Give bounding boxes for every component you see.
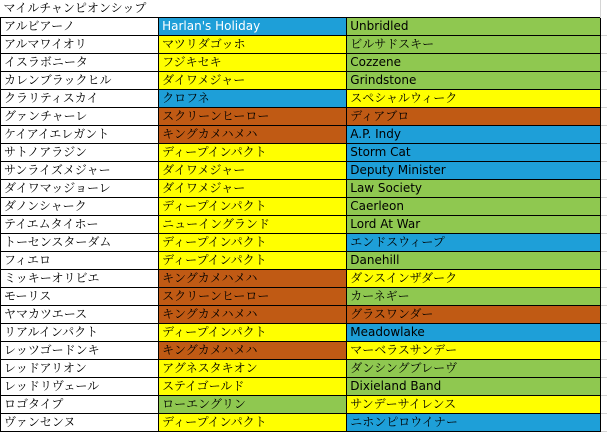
sire-cell[interactable]: クロフネ (159, 90, 347, 108)
sire-cell[interactable]: フジキセキ (159, 54, 347, 72)
title-row (1, 0, 607, 18)
horse-name-cell[interactable]: レッドリヴェール (1, 378, 159, 396)
horse-name-cell[interactable]: ケイアイエレガント (1, 126, 159, 144)
broodmare-sire-cell[interactable]: Deputy Minister (347, 162, 601, 180)
empty-cell[interactable] (601, 72, 607, 90)
empty-cell[interactable] (601, 378, 607, 396)
horse-name-cell[interactable]: イスラボニータ (1, 54, 159, 72)
table-row (1, 108, 607, 126)
sire-cell[interactable]: キングカメハメハ (159, 306, 347, 324)
broodmare-sire-cell[interactable]: Lord At War (347, 216, 601, 234)
table-row (1, 162, 607, 180)
sire-cell[interactable]: キングカメハメハ (159, 342, 347, 360)
broodmare-sire-cell[interactable]: カーネギー (347, 288, 601, 306)
table-row (1, 72, 607, 90)
sire-cell[interactable]: ダイワメジャー (159, 162, 347, 180)
broodmare-sire-cell[interactable]: Dixieland Band (347, 378, 601, 396)
horse-name-cell[interactable]: カレンブラックヒル (1, 72, 159, 90)
table-row (1, 90, 607, 108)
empty-cell[interactable] (601, 90, 607, 108)
table-row (1, 54, 607, 72)
sire-cell[interactable]: キングカメハメハ (159, 270, 347, 288)
empty-cell[interactable] (601, 396, 607, 414)
sire-cell[interactable]: ディープインパクト (159, 144, 347, 162)
sire-cell[interactable]: ダイワメジャー (159, 180, 347, 198)
horse-name-cell[interactable]: クラリティスカイ (1, 90, 159, 108)
horse-name-cell[interactable]: ヴァンセンヌ (1, 414, 159, 432)
horse-name-cell[interactable]: リアルインパクト (1, 324, 159, 342)
broodmare-sire-cell[interactable]: Meadowlake (347, 324, 601, 342)
horse-name-cell[interactable]: サンライズメジャー (1, 162, 159, 180)
empty-cell[interactable] (601, 54, 607, 72)
horse-name-cell[interactable]: テイエムタイホー (1, 216, 159, 234)
horse-name-cell[interactable]: ダイワマッジョーレ (1, 180, 159, 198)
sire-cell[interactable]: ニューイングランド (159, 216, 347, 234)
broodmare-sire-cell[interactable]: ダンスインザダーク (347, 270, 601, 288)
empty-cell[interactable] (601, 342, 607, 360)
sire-cell[interactable]: アグネスタキオン (159, 360, 347, 378)
table-row (1, 324, 607, 342)
table-row (1, 414, 607, 432)
table-body (1, 0, 607, 432)
empty-cell[interactable] (601, 162, 607, 180)
broodmare-sire-cell[interactable]: ニホンピロウイナー (347, 414, 601, 432)
horse-name-cell[interactable]: モーリス (1, 288, 159, 306)
broodmare-sire-cell[interactable]: ダンシングブレーヴ (347, 360, 601, 378)
empty-cell[interactable] (347, 0, 601, 18)
empty-cell[interactable] (601, 144, 607, 162)
table-row (1, 216, 607, 234)
empty-cell[interactable] (601, 0, 607, 18)
horse-name-cell[interactable]: ミッキーオリビエ (1, 270, 159, 288)
table-row (1, 306, 607, 324)
empty-cell[interactable] (159, 0, 347, 18)
broodmare-sire-cell[interactable]: Storm Cat (347, 144, 601, 162)
broodmare-sire-cell[interactable]: サンデーサイレンス (347, 396, 601, 414)
horse-name-cell[interactable]: ダノンシャーク (1, 198, 159, 216)
horse-name-cell[interactable]: ロゴタイプ (1, 396, 159, 414)
table-row (1, 360, 607, 378)
empty-cell[interactable] (601, 198, 607, 216)
broodmare-sire-cell[interactable]: マーベラスサンデー (347, 342, 601, 360)
horse-name-cell[interactable]: トーセンスターダム (1, 234, 159, 252)
broodmare-sire-cell[interactable]: Law Society (347, 180, 601, 198)
horse-name-cell[interactable]: グァンチャーレ (1, 108, 159, 126)
sire-cell[interactable]: ディープインパクト (159, 252, 347, 270)
horse-name-cell[interactable]: レッドアリオン (1, 360, 159, 378)
broodmare-sire-cell[interactable]: スペシャルウィーク (347, 90, 601, 108)
broodmare-sire-cell[interactable]: Unbridled (347, 18, 601, 36)
empty-cell[interactable] (601, 270, 607, 288)
horse-name-cell[interactable]: サトノアラジン (1, 144, 159, 162)
empty-cell[interactable] (601, 360, 607, 378)
table-row (1, 18, 607, 36)
table-row (1, 126, 607, 144)
empty-cell[interactable] (601, 306, 607, 324)
broodmare-sire-cell[interactable]: Cozzene (347, 54, 601, 72)
empty-cell[interactable] (601, 288, 607, 306)
broodmare-sire-cell[interactable]: Grindstone (347, 72, 601, 90)
empty-cell[interactable] (601, 36, 607, 54)
table-row (1, 378, 607, 396)
broodmare-sire-cell[interactable]: ビルサドスキー (347, 36, 601, 54)
sire-cell[interactable]: ダイワメジャー (159, 72, 347, 90)
horse-name-cell[interactable]: ヤマカツエース (1, 306, 159, 324)
broodmare-sire-cell[interactable]: エンドスウィープ (347, 234, 601, 252)
horse-name-cell[interactable]: アルマワイオリ (1, 36, 159, 54)
sire-cell[interactable]: スクリーンヒーロー (159, 108, 347, 126)
horse-name-cell[interactable]: フィエロ (1, 252, 159, 270)
sire-cell[interactable]: スクリーンヒーロー (159, 288, 347, 306)
broodmare-sire-cell[interactable]: ディアブロ (347, 108, 601, 126)
table-row (1, 342, 607, 360)
broodmare-sire-cell[interactable]: Caerleon (347, 198, 601, 216)
sire-cell[interactable]: Harlan's Holiday (159, 18, 347, 36)
table-row (1, 198, 607, 216)
sire-cell[interactable]: ディープインパクト (159, 324, 347, 342)
table-row (1, 144, 607, 162)
table-row (1, 396, 607, 414)
empty-cell[interactable] (601, 324, 607, 342)
sire-cell[interactable]: マツリダゴッホ (159, 36, 347, 54)
empty-cell[interactable] (601, 234, 607, 252)
horse-name-cell[interactable]: アルビアーノ (1, 18, 159, 36)
empty-cell[interactable] (601, 216, 607, 234)
table-row (1, 180, 607, 198)
horse-name-cell[interactable]: レッツゴードンキ (1, 342, 159, 360)
empty-cell[interactable] (601, 180, 607, 198)
table-row (1, 234, 607, 252)
sire-cell[interactable]: ディープインパクト (159, 414, 347, 432)
broodmare-sire-cell[interactable]: A.P. Indy (347, 126, 601, 144)
empty-cell[interactable] (601, 414, 607, 432)
empty-cell[interactable] (601, 108, 607, 126)
empty-cell[interactable] (601, 252, 607, 270)
sire-cell[interactable]: キングカメハメハ (159, 126, 347, 144)
sire-cell[interactable]: ステイゴールド (159, 378, 347, 396)
sire-cell[interactable]: ディープインパクト (159, 198, 347, 216)
broodmare-sire-cell[interactable]: グラスワンダー (347, 306, 601, 324)
table-row (1, 288, 607, 306)
sheet-title[interactable]: マイルチャンピオンシップ (3, 1, 147, 15)
table-row (1, 270, 607, 288)
sire-cell[interactable]: ローエングリン (159, 396, 347, 414)
empty-cell[interactable] (601, 126, 607, 144)
sire-cell[interactable]: ディープインパクト (159, 234, 347, 252)
table-row (1, 36, 607, 54)
empty-cell[interactable] (601, 18, 607, 36)
table-row (1, 252, 607, 270)
broodmare-sire-cell[interactable]: Danehill (347, 252, 601, 270)
